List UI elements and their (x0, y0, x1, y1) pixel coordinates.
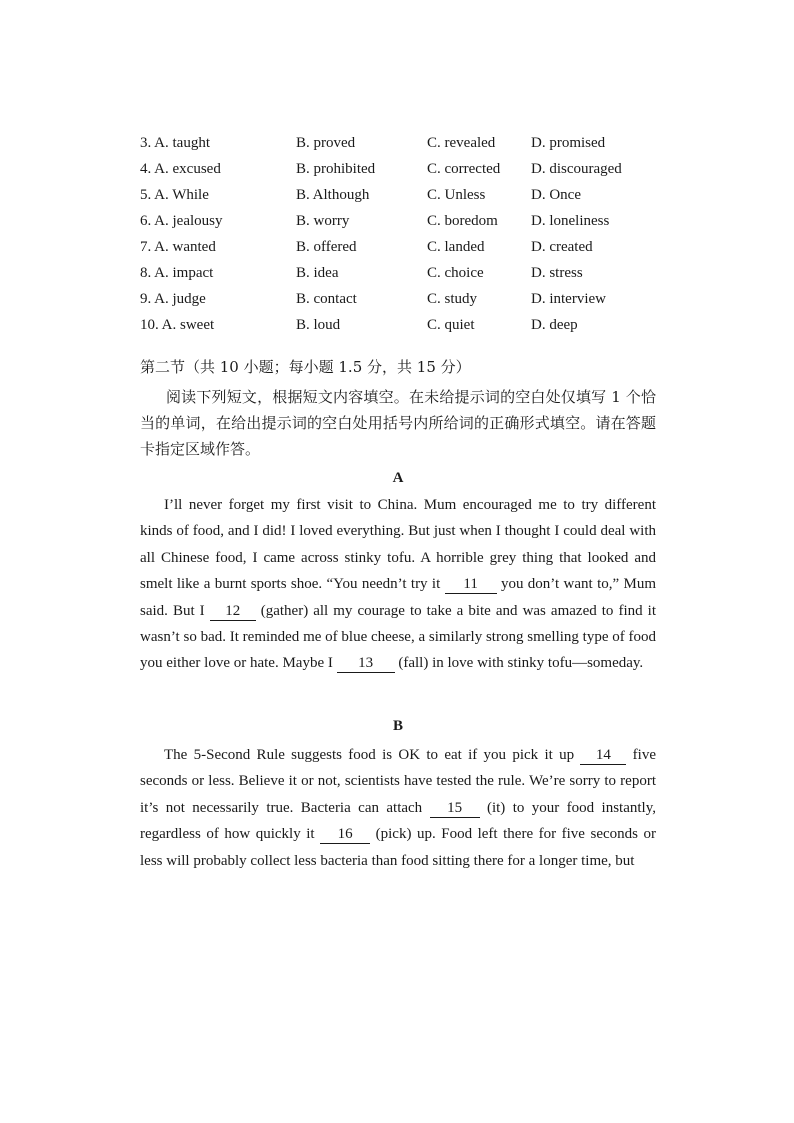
option-b: B. contact (296, 290, 357, 307)
blank-15: 15 (430, 799, 480, 818)
option-c: C. boredom (427, 212, 498, 229)
blank-14: 14 (580, 746, 626, 765)
option-a: 4. A. excused (140, 160, 221, 177)
option-a: 9. A. judge (140, 290, 206, 307)
passage-text: (fall) in love with stinky tofu—someday. (394, 655, 644, 672)
passage-text: five seconds or less. Believe it or not, scientists have tested the rule. We’re sorry to report it’s not necessarily true. Bacteria can attach (140, 747, 657, 816)
option-a: 7. A. wanted (140, 238, 216, 255)
passage-text: (gather) all my courage to take a bite and was amazed to find it wasn’t so bad. It reminded me of blue cheese, a similarly strong smelling type of food you either love or hate. Maybe I (140, 602, 656, 672)
blank-12: 12 (210, 602, 256, 621)
option-a: 10. A. sweet (140, 316, 215, 333)
option-a: 6. A. jealousy (140, 212, 223, 229)
option-b: B. idea (296, 264, 339, 281)
option-d: D. promised (531, 134, 606, 151)
option-b: B. Although (296, 186, 370, 203)
option-d: D. loneliness (531, 212, 610, 229)
section-instructions: 阅读下列短文，根据短文内容填空。在未给提示词的空白处仅填写 1 个恰当的单词，在给出提示词的空白处用括号内所给词的正确形式填空。请在答题卡指定区域作答。 (140, 388, 656, 458)
option-c: C. choice (427, 264, 484, 281)
option-d: D. deep (531, 316, 578, 333)
option-a: 3. A. taught (140, 134, 210, 151)
choice-row (140, 312, 660, 338)
passage-text: you don’t want to,” Mum said. But I (140, 576, 656, 619)
option-d: D. discouraged (531, 160, 622, 177)
option-b: B. proved (296, 134, 356, 151)
option-b: B. loud (296, 316, 341, 333)
passage-text: The 5-Second Rule suggests food is OK to eat if you pick it up (164, 747, 581, 763)
option-b: B. offered (296, 238, 357, 255)
blank-13: 13 (337, 654, 395, 673)
option-b: B. worry (296, 212, 350, 229)
blank-16: 16 (320, 825, 370, 844)
choice-row (140, 286, 660, 312)
passage-text: (it) to your food instantly, regardless of how quickly it (140, 799, 656, 843)
option-b: B. prohibited (296, 160, 376, 177)
passage-text: I’ll never forget my first visit to China. Mum encouraged me to try different kinds of food, and I did! I loved everything. But just when I thought I could deal with all Chinese food, I came across stinky tofu. A horrible grey thing that looked and smelt like a burnt sports shoe. “You needn’t try it (140, 497, 656, 593)
option-d: D. stress (531, 264, 583, 281)
passage-a (140, 492, 656, 677)
option-d: D. Once (531, 186, 581, 203)
passage-a-title: A (392, 470, 404, 486)
option-d: D. created (531, 238, 593, 255)
choice-row (140, 130, 660, 156)
passage-b (140, 742, 656, 874)
choice-row (140, 182, 660, 208)
choice-table (140, 130, 660, 338)
option-c: C. corrected (427, 160, 501, 177)
option-c: C. quiet (427, 316, 475, 333)
choice-row (140, 260, 660, 286)
choice-row (140, 208, 660, 234)
option-c: C. study (427, 290, 478, 307)
option-a: 5. A. While (140, 186, 209, 203)
passage-text: (pick) up. Food left there for five seconds or less will probably collect less bacteria than food sitting there for a longer time, but (140, 826, 656, 869)
choice-row (140, 156, 660, 182)
choice-row (140, 234, 660, 260)
passage-b-title: B (392, 718, 403, 734)
section-heading: 第二节（共 10 小题；每小题 1.5 分，共 15 分） (140, 358, 471, 376)
option-c: C. Unless (427, 186, 486, 203)
option-c: C. landed (427, 238, 485, 255)
option-d: D. interview (531, 290, 606, 307)
blank-11: 11 (445, 575, 497, 594)
option-a: 8. A. impact (140, 264, 214, 281)
option-c: C. revealed (427, 134, 496, 151)
